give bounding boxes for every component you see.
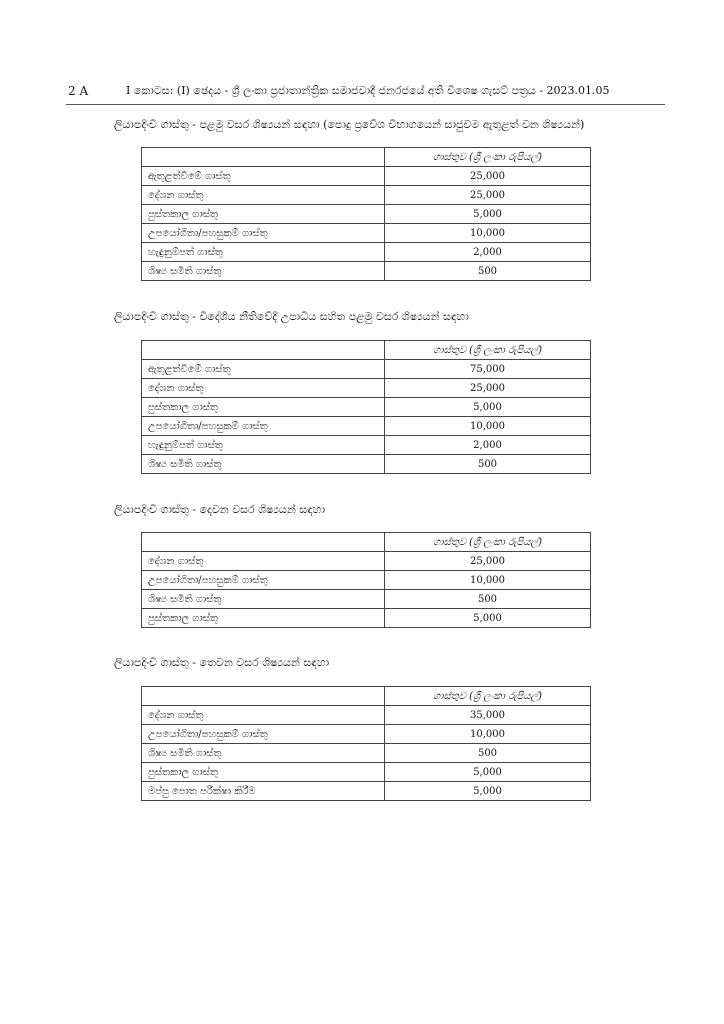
fee-label: ශිෂ්‍ය සමිති ගාස්තු (142, 455, 385, 474)
fee-amount: 5,000 (385, 782, 591, 801)
fee-label: උපයෝගිතා/පහසුකම් ගාස්තු (142, 725, 385, 744)
table-row (142, 744, 591, 763)
fee-table-foreign-law-degree (141, 340, 591, 474)
table-row (142, 243, 591, 262)
fee-label: පුස්තකාල ගාස්තු (142, 205, 385, 224)
table-row (142, 552, 591, 571)
fee-amount: 500 (385, 744, 591, 763)
fee-amount: 5,000 (385, 205, 591, 224)
table-header-blank (142, 341, 385, 360)
fee-label: ශිෂ්‍ය සමිති ගාස්තු (142, 590, 385, 609)
fee-amount: 10,000 (385, 725, 591, 744)
table-row (142, 262, 591, 281)
fee-amount: 10,000 (385, 417, 591, 436)
fee-label: පුස්තකාල ගාස්තු (142, 763, 385, 782)
table-row (142, 398, 591, 417)
fee-amount: 25,000 (385, 186, 591, 205)
table-row (142, 782, 591, 801)
fee-label: හැඳුනුම්පත් ගාස්තු (142, 243, 385, 262)
page-header (68, 84, 668, 102)
fee-amount: 2,000 (385, 243, 591, 262)
fee-amount: 5,000 (385, 763, 591, 782)
table-row (142, 455, 591, 474)
fee-label: දේශන ගාස්තු (142, 552, 385, 571)
table-row (142, 186, 591, 205)
table-row (142, 706, 591, 725)
fee-amount: 500 (385, 455, 591, 474)
table-row (142, 571, 591, 590)
fee-amount: 5,000 (385, 398, 591, 417)
table-header-row (142, 341, 591, 360)
fee-table-second-year (141, 532, 591, 628)
fee-label: දේශන ගාස්තු (142, 379, 385, 398)
fee-amount: 25,000 (385, 167, 591, 186)
header-divider (66, 104, 665, 105)
table-header-row (142, 687, 591, 706)
gazette-title: I කොටස: (I) ඡෙදය - ශ්‍රී ලංකා ප්‍රජාතාන්ත්‍රික සමාජවාදී ජනරජයේ අති විශෙෂ ගැසට් පත්‍රය - 2023.01.05 (126, 84, 610, 97)
table-row (142, 167, 591, 186)
table-header-fee: ගාස්තුව (ශ්‍රී ලංකා රුපියල්) (385, 687, 591, 706)
fee-amount: 500 (385, 262, 591, 281)
fee-amount: 25,000 (385, 552, 591, 571)
table-header-row (142, 533, 591, 552)
section-title-foreign-law-degree: ලියාපදිංචි ගාස්තු - විදේශීය නීතිවේදී උපාධිය සහිත පළමු වසර ශිෂ්‍යයන් සඳහා (114, 310, 469, 323)
fee-label: දේශන ගාස්තු (142, 706, 385, 725)
table-row (142, 224, 591, 243)
table-row (142, 725, 591, 744)
fee-label: ශිෂ්‍ය සමිති ගාස්තු (142, 744, 385, 763)
table-row (142, 763, 591, 782)
table-row (142, 205, 591, 224)
fee-amount: 35,000 (385, 706, 591, 725)
table-row (142, 417, 591, 436)
fee-label: හැඳුනුම්පත් ගාස්තු (142, 436, 385, 455)
fee-amount: 25,000 (385, 379, 591, 398)
fee-table-third-year (141, 686, 591, 801)
table-row (142, 609, 591, 628)
fee-label: මප්පු පොත පරීක්ෂා කිරීම (142, 782, 385, 801)
table-header-blank (142, 533, 385, 552)
fee-label: ශිෂ්‍ය සමිති ගාස්තු (142, 262, 385, 281)
section-title-second-year: ලියාපදිංචි ගාස්තු - දෙවන වසර ශිෂ්‍යයන් සඳහා (114, 503, 326, 516)
fee-amount: 75,000 (385, 360, 591, 379)
table-header-fee: ගාස්තුව (ශ්‍රී ලංකා රුපියල්) (385, 533, 591, 552)
table-row (142, 590, 591, 609)
fee-label: උපයෝගිතා/පහසුකම් ගාස්තු (142, 417, 385, 436)
table-row (142, 379, 591, 398)
table-row (142, 436, 591, 455)
table-header-blank (142, 148, 385, 167)
section-title-first-year: ලියාපදිංචි ගාස්තු - පළමු වසර ශිෂ්‍යයන් සඳහා (පොදු ප්‍රවේශ විභාගයෙන් සාජුවම ඇතුළත් වන ශිෂ්‍යයන්) (114, 118, 585, 131)
table-header-fee: ගාස්තුව (ශ්‍රී ලංකා රුපියල්) (385, 341, 591, 360)
fee-amount: 10,000 (385, 571, 591, 590)
fee-label: ඇතුළත්වීමේ ගාස්තු (142, 167, 385, 186)
section-title-third-year: ලියාපදිංචි ගාස්තු - තෙවන වසර ශිෂ්‍යයන් සඳහා (114, 656, 330, 669)
fee-label: පුස්තකාල ගාස්තු (142, 398, 385, 417)
fee-amount: 10,000 (385, 224, 591, 243)
table-header-blank (142, 687, 385, 706)
fee-amount: 5,000 (385, 609, 591, 628)
fee-table-first-year (141, 147, 591, 281)
table-row (142, 360, 591, 379)
fee-label: ඇතුළත්වීමේ ගාස්තු (142, 360, 385, 379)
fee-label: පුස්තකාල ගාස්තු (142, 609, 385, 628)
page-number: 2 A (68, 84, 89, 98)
table-header-row (142, 148, 591, 167)
fee-amount: 2,000 (385, 436, 591, 455)
table-header-fee: ගාස්තුව (ශ්‍රී ලංකා රුපියල්) (385, 148, 591, 167)
fee-label: උපයෝගිතා/පහසුකම් ගාස්තු (142, 224, 385, 243)
fee-amount: 500 (385, 590, 591, 609)
fee-label: උපයෝගිතා/පහසුකම් ගාස්තු (142, 571, 385, 590)
fee-label: දේශන ගාස්තු (142, 186, 385, 205)
